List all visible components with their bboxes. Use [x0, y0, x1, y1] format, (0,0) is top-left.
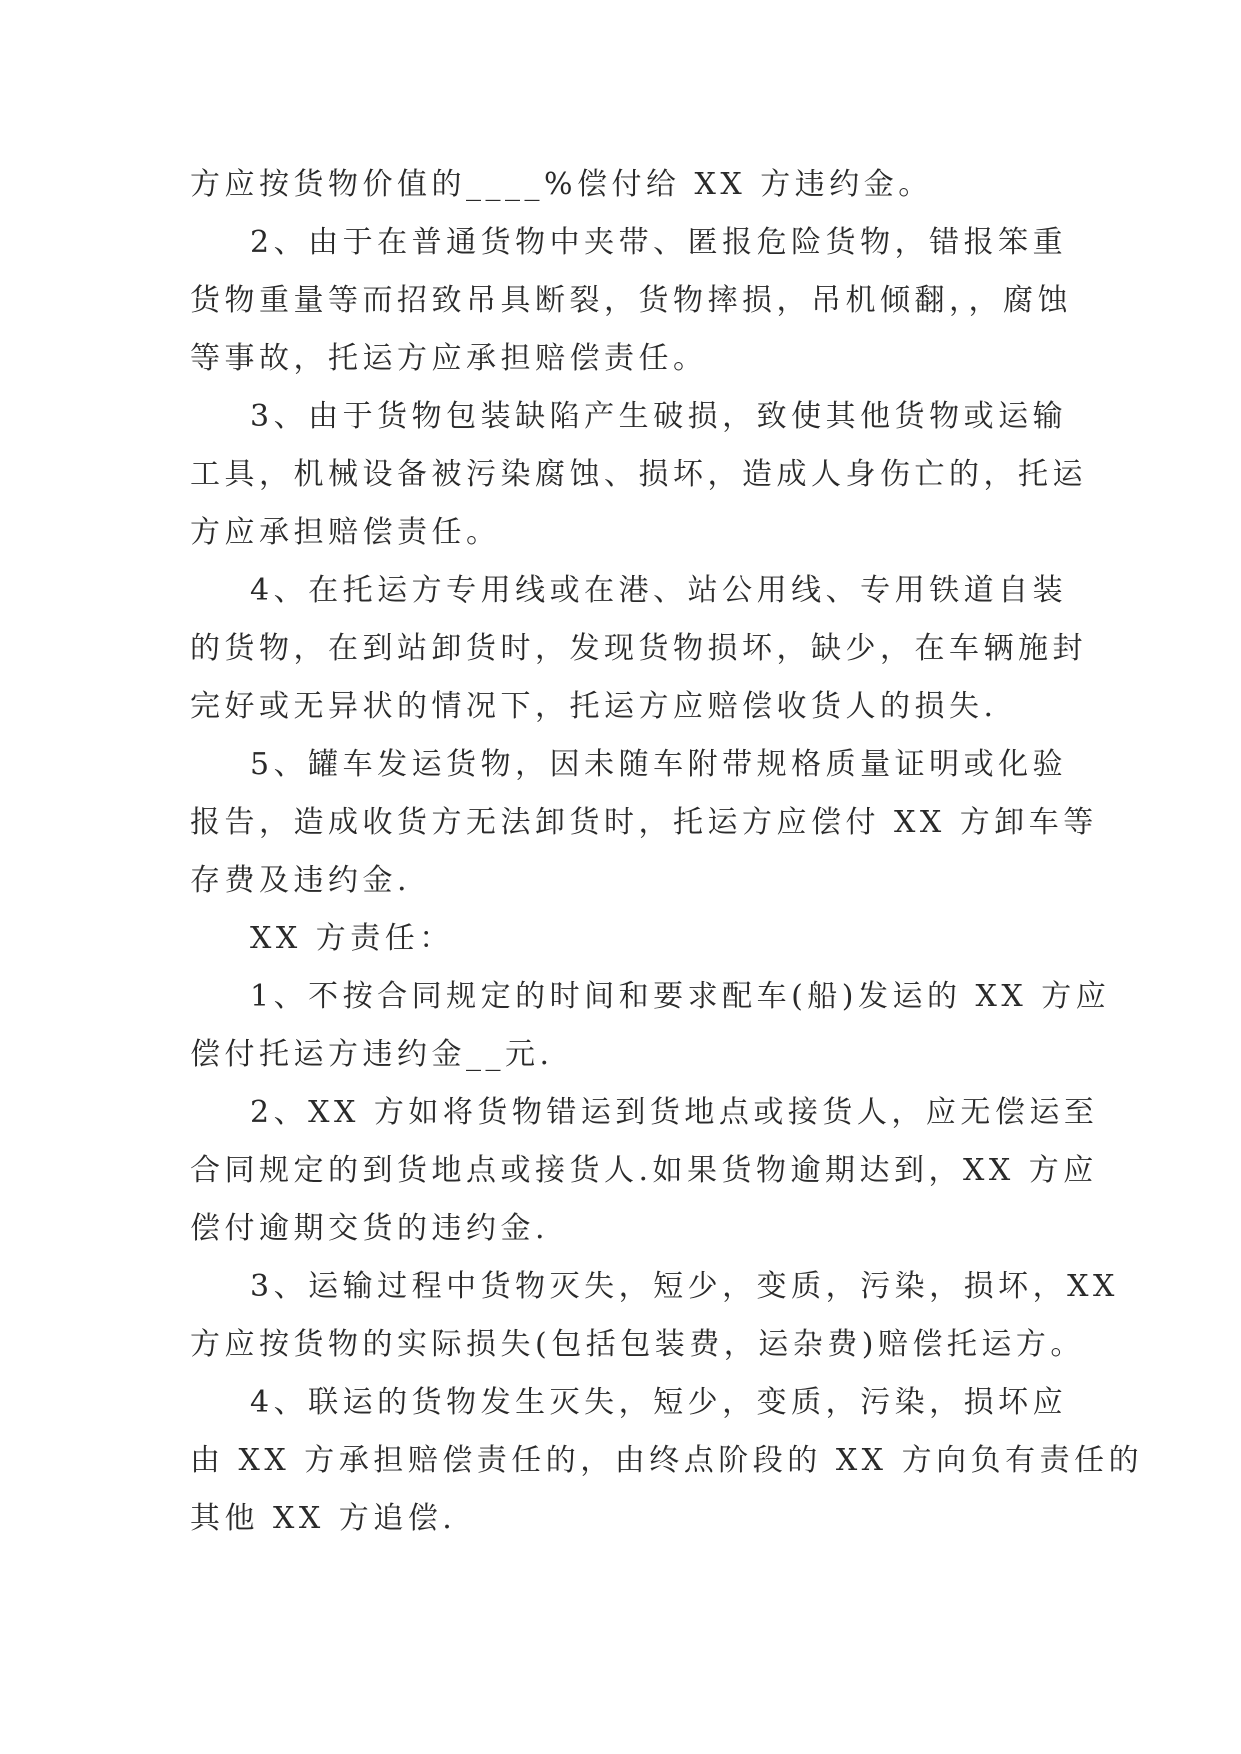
text-line: 4、在托运方专用线或在港、站公用线、专用铁道自装 — [250, 573, 1068, 608]
text-line: 存费及违约金. — [190, 863, 412, 898]
text-line: 1、不按合同规定的时间和要求配车(船)发运的 XX 方应 — [250, 979, 1111, 1014]
text-line: 偿付托运方违约金__元. — [190, 1037, 554, 1072]
section-heading: XX 方责任： — [250, 921, 454, 956]
text-line: 其他 XX 方追偿. — [190, 1501, 457, 1536]
text-line: 偿付逾期交货的违约金. — [190, 1211, 550, 1246]
document-body — [190, 156, 1144, 1548]
text-line: 工具，机械设备被污染腐蚀、损坏，造成人身伤亡的，托运 — [190, 457, 1087, 492]
text-line: 货物重量等而招致吊具断裂，货物摔损，吊机倾翻，，腐蚀 — [190, 283, 1072, 318]
text-line: 4、联运的货物发生灭失，短少，变质，污染，损坏应 — [250, 1385, 1068, 1420]
text-line: 完好或无异状的情况下，托运方应赔偿收货人的损失. — [190, 689, 998, 724]
text-line: 2、由于在普通货物中夹带、匿报危险货物，错报笨重 — [250, 225, 1068, 260]
text-line: 方应承担赔偿责任。 — [190, 515, 501, 550]
text-line: 方应按货物价值的____%偿付给 XX 方违约金。 — [190, 167, 933, 202]
text-line: 方应按货物的实际损失(包括包装费，运杂费)赔偿托运方。 — [190, 1327, 1085, 1362]
text-line: 报告，造成收货方无法卸货时，托运方应偿付 XX 方卸车等 — [190, 805, 1098, 840]
text-line: 3、由于货物包装缺陷产生破损，致使其他货物或运输 — [250, 399, 1068, 434]
text-line: 等事故，托运方应承担赔偿责任。 — [190, 341, 708, 376]
text-line: 合同规定的到货地点或接货人.如果货物逾期达到，XX 方应 — [190, 1153, 1098, 1188]
text-line: 3、运输过程中货物灭失，短少，变质，污染，损坏，XX — [250, 1269, 1119, 1304]
text-line: 2、XX 方如将货物错运到货地点或接货人，应无偿运至 — [250, 1095, 1099, 1130]
text-line: 的货物，在到站卸货时，发现货物损坏，缺少，在车辆施封 — [190, 631, 1087, 666]
text-line: 5、罐车发运货物，因未随车附带规格质量证明或化验 — [250, 747, 1068, 782]
text-line: 由 XX 方承担赔偿责任的，由终点阶段的 XX 方向负有责任的 — [190, 1443, 1144, 1478]
